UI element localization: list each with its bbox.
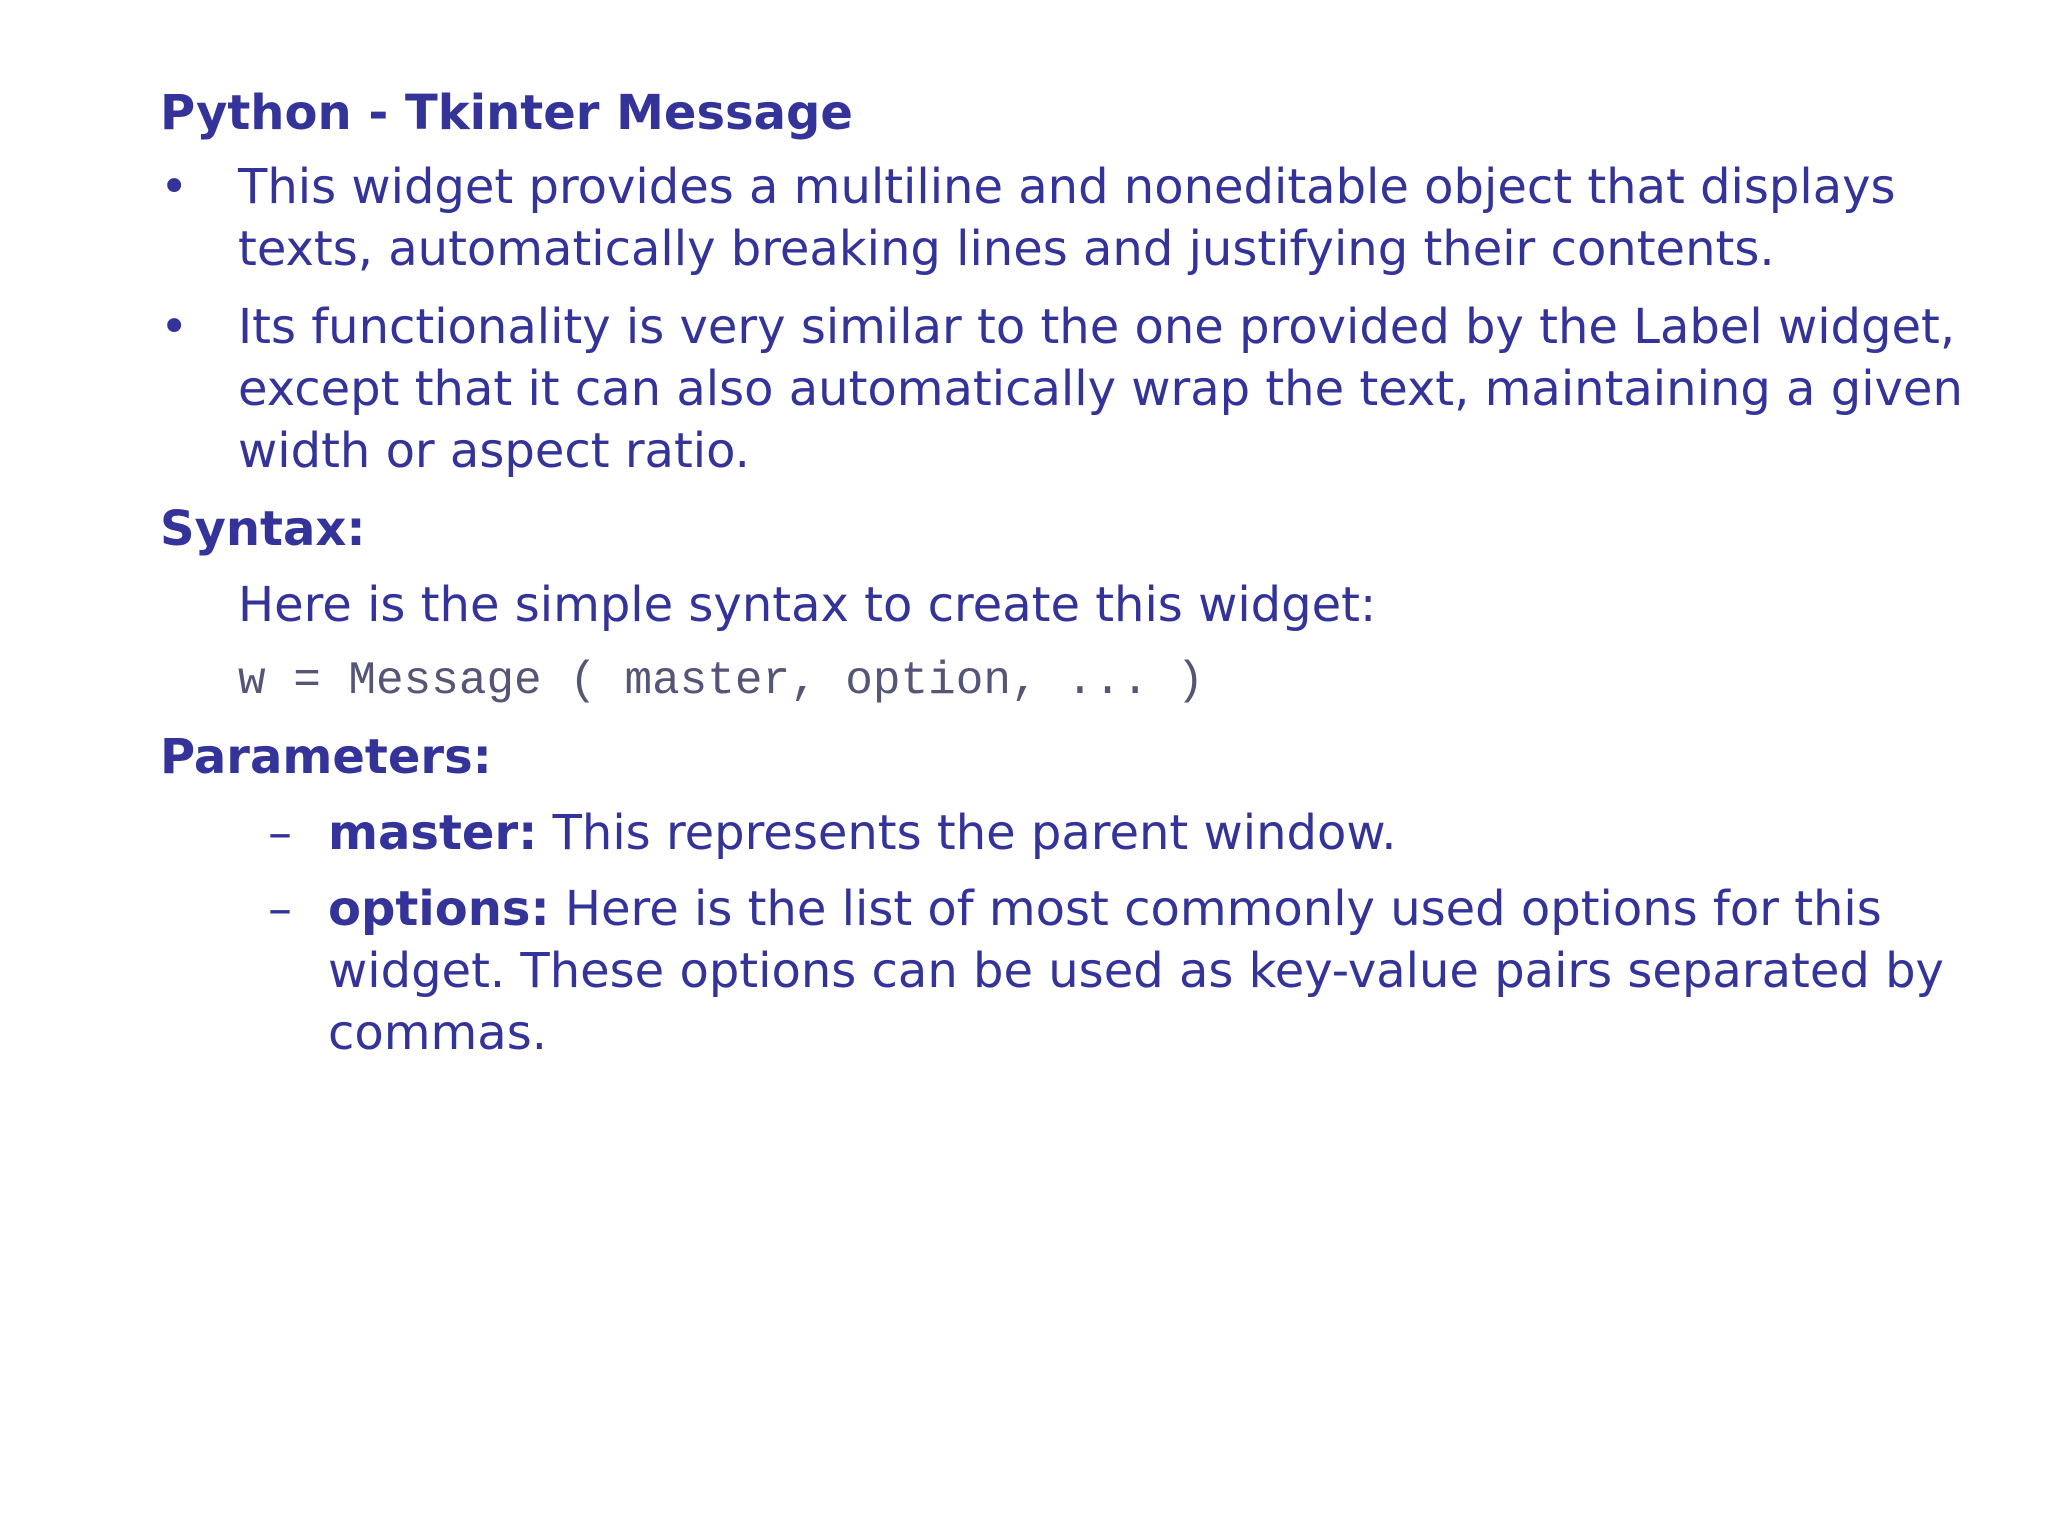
dash-icon: –: [268, 881, 292, 937]
parameter-list: [160, 802, 1980, 1064]
syntax-code: w = Message ( master, option, ... ): [238, 655, 1205, 707]
slide-content: [160, 82, 1980, 1078]
bullet-text: Its functionality is very similar to the one provided by the Label widget, except that it can also automatically wrap the text, maintaining a given width or aspect ratio.: [238, 299, 1963, 479]
bullet-icon: •: [160, 299, 189, 355]
parameter-text: This represents the parent window.: [537, 805, 1397, 861]
parameter-item-options: [160, 878, 1980, 1064]
syntax-description: Here is the simple syntax to create this widget:: [238, 577, 1377, 633]
bullet-text: This widget provides a multiline and noneditable object that displays texts, automatically breaking lines and justifying their contents.: [238, 159, 1896, 277]
list-item: [160, 296, 1980, 482]
parameter-item-master: [160, 802, 1980, 864]
dash-icon: –: [268, 805, 292, 861]
parameter-description: [328, 878, 1980, 1064]
bullet-list: [160, 156, 1980, 482]
parameters-heading: Parameters:: [160, 729, 492, 785]
parameter-description: [328, 802, 1980, 864]
parameter-term: options:: [328, 881, 550, 937]
syntax-heading: Syntax:: [160, 501, 366, 557]
parameter-term: master:: [328, 805, 538, 861]
bullet-icon: •: [160, 159, 189, 215]
list-item: [160, 156, 1980, 280]
parameter-text: Here is the list of most commonly used options for this widget. These options can be used as key-value pairs separated by commas.: [328, 881, 1944, 1061]
page-title: Python - Tkinter Message: [160, 85, 853, 141]
